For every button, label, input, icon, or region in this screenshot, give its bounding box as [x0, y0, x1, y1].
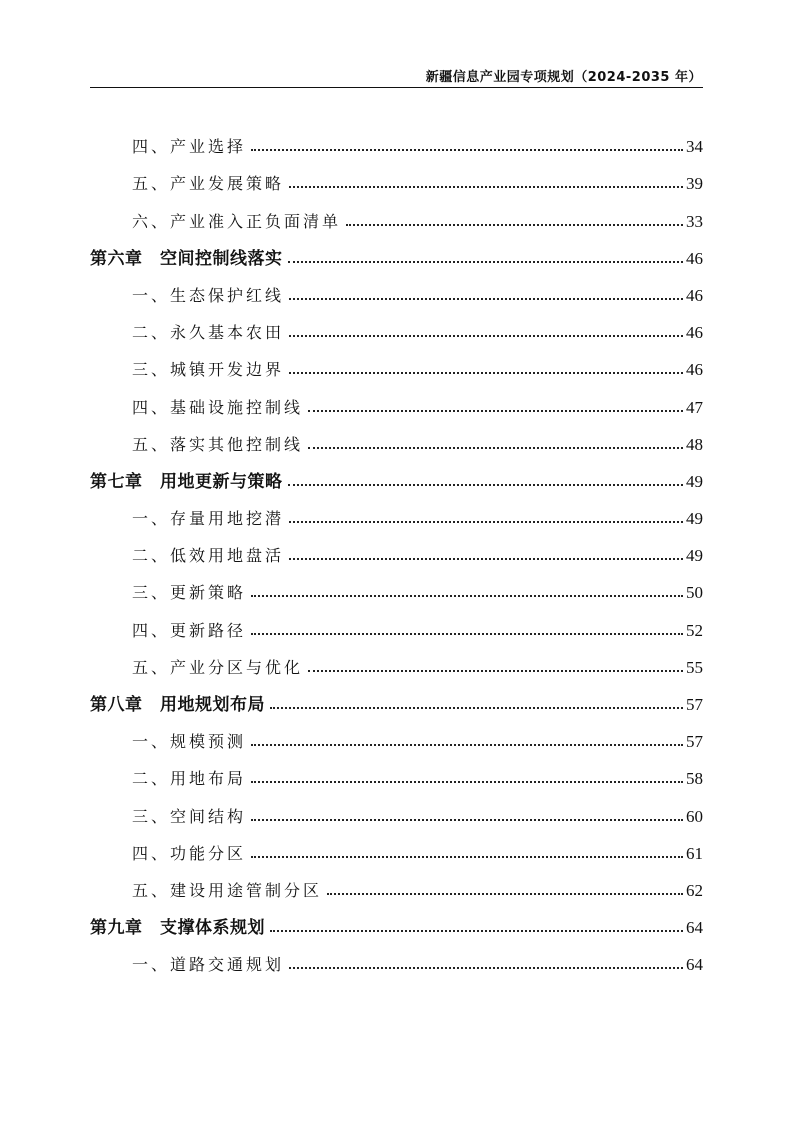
toc-page-number: 52	[686, 620, 703, 640]
dot-leader	[327, 893, 683, 895]
toc-chapter-entry[interactable]	[90, 901, 703, 938]
toc-section-entry[interactable]	[90, 938, 703, 975]
toc-page-number: 46	[686, 323, 703, 343]
toc-page-number: 64	[686, 918, 703, 938]
dot-leader	[289, 335, 683, 337]
toc-entry-label: 第九章 支撑体系规划	[90, 918, 265, 939]
dot-leader	[251, 744, 683, 746]
toc-section-entry[interactable]	[90, 603, 703, 640]
toc-entry-label: 五、落实其他控制线	[132, 434, 304, 454]
dot-leader	[289, 372, 683, 374]
toc-entry-label: 一、生态保护红线	[132, 285, 285, 305]
toc-section-entry[interactable]	[90, 343, 703, 380]
toc-section-entry[interactable]	[90, 194, 703, 231]
toc-section-entry[interactable]	[90, 641, 703, 678]
toc-entry-label: 第七章 用地更新与策略	[90, 471, 283, 492]
toc-page-number: 48	[686, 434, 703, 454]
dot-leader	[251, 595, 683, 597]
dot-leader	[251, 781, 683, 783]
dot-leader	[288, 484, 684, 486]
toc-section-entry[interactable]	[90, 864, 703, 901]
toc-entry-label: 三、空间结构	[132, 806, 247, 826]
dot-leader	[251, 149, 683, 151]
dot-leader	[308, 447, 683, 449]
toc-page-number: 34	[686, 137, 703, 157]
toc-section-entry[interactable]	[90, 529, 703, 566]
toc-entry-label: 一、规模预测	[132, 732, 247, 752]
dot-leader	[288, 261, 684, 263]
toc-page-number: 47	[686, 397, 703, 417]
toc-section-entry[interactable]	[90, 269, 703, 306]
dot-leader	[289, 967, 683, 969]
dot-leader	[251, 633, 683, 635]
toc-chapter-entry[interactable]	[90, 455, 703, 492]
toc-page-number: 61	[686, 843, 703, 863]
toc-entry-label: 四、更新路径	[132, 620, 247, 640]
toc-page-number: 57	[686, 732, 703, 752]
toc-chapter-entry[interactable]	[90, 232, 703, 269]
toc-page-number: 58	[686, 769, 703, 789]
table-of-contents	[90, 120, 703, 975]
toc-section-entry[interactable]	[90, 789, 703, 826]
toc-section-entry[interactable]	[90, 120, 703, 157]
toc-entry-label: 六、产业准入正负面清单	[132, 211, 342, 231]
toc-page-number: 62	[686, 880, 703, 900]
toc-entry-label: 五、产业分区与优化	[132, 657, 304, 677]
dot-leader	[308, 410, 683, 412]
toc-section-entry[interactable]	[90, 827, 703, 864]
toc-section-entry[interactable]	[90, 566, 703, 603]
toc-page-number: 64	[686, 955, 703, 975]
toc-entry-label: 二、永久基本农田	[132, 323, 285, 343]
toc-entry-label: 三、更新策略	[132, 583, 247, 603]
dot-leader	[251, 856, 683, 858]
toc-section-entry[interactable]	[90, 418, 703, 455]
toc-section-entry[interactable]	[90, 306, 703, 343]
toc-section-entry[interactable]	[90, 492, 703, 529]
dot-leader	[289, 521, 683, 523]
toc-page-number: 49	[686, 509, 703, 529]
toc-entry-label: 三、城镇开发边界	[132, 360, 285, 380]
toc-entry-label: 一、道路交通规划	[132, 955, 285, 975]
toc-page-number: 49	[686, 546, 703, 566]
dot-leader	[289, 558, 683, 560]
toc-entry-label: 四、功能分区	[132, 843, 247, 863]
dot-leader	[289, 186, 683, 188]
toc-section-entry[interactable]	[90, 380, 703, 417]
toc-page-number: 60	[686, 806, 703, 826]
toc-entry-label: 五、产业发展策略	[132, 174, 285, 194]
toc-page-number: 57	[686, 695, 703, 714]
toc-entry-label: 一、存量用地挖潜	[132, 509, 285, 529]
toc-chapter-entry[interactable]	[90, 678, 703, 715]
toc-entry-label: 五、建设用途管制分区	[132, 880, 323, 900]
dot-leader	[346, 224, 683, 226]
toc-entry-label: 二、用地布局	[132, 769, 247, 789]
toc-section-entry[interactable]	[90, 715, 703, 752]
dot-leader	[251, 819, 683, 821]
toc-entry-label: 第六章 空间控制线落实	[90, 248, 283, 269]
dot-leader	[289, 298, 683, 300]
document-title: 新疆信息产业园专项规划（2024-2035 年）	[425, 70, 702, 85]
toc-page-number: 55	[686, 657, 703, 677]
toc-page-number: 39	[686, 174, 703, 194]
header-divider	[90, 87, 703, 88]
toc-page-number: 50	[686, 583, 703, 603]
dot-leader	[270, 707, 683, 709]
toc-entry-label: 四、产业选择	[132, 137, 247, 157]
dot-leader	[308, 670, 683, 672]
toc-section-entry[interactable]	[90, 157, 703, 194]
toc-page-number: 46	[686, 360, 703, 380]
toc-section-entry[interactable]	[90, 752, 703, 789]
toc-page-number: 46	[686, 285, 703, 305]
toc-page-number: 46	[686, 248, 703, 268]
toc-entry-label: 二、低效用地盘活	[132, 546, 285, 566]
dot-leader	[270, 930, 683, 932]
toc-entry-label: 第八章 用地规划布局	[90, 695, 265, 715]
toc-page-number: 49	[686, 471, 703, 491]
page-header	[90, 66, 702, 86]
toc-entry-label: 四、基础设施控制线	[132, 397, 304, 417]
toc-page-number: 33	[686, 211, 703, 231]
